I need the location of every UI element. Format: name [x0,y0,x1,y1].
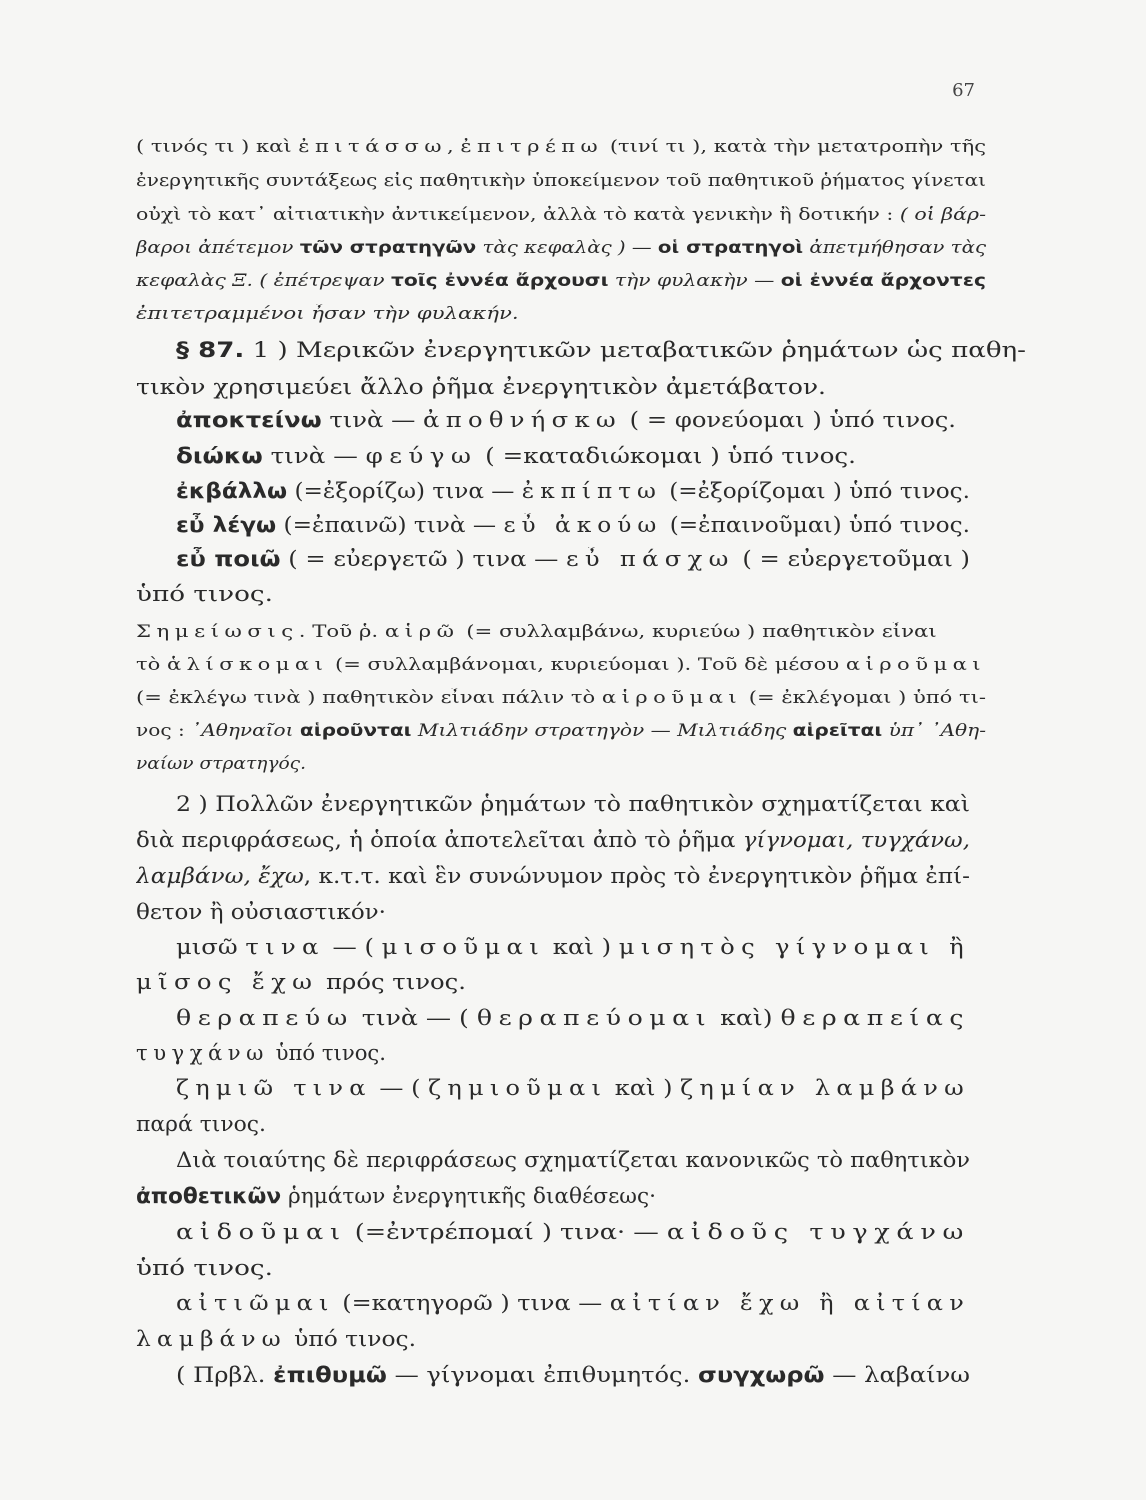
text-segment: τῶν στρατηγῶν [299,238,477,258]
text-segment: ὑπ᾽ ᾽Αθη- [882,721,986,741]
text-line [176,935,970,959]
text-line [176,792,970,816]
text-line [176,1148,970,1172]
text-segment: αἱροῦμαι [845,655,986,675]
text-segment: ᾽Αθηναῖοι [191,721,300,741]
text-line [136,688,986,708]
text-segment: ναίων στρατηγός. [136,754,306,774]
text-segment: ἐνεργητικῆς συντάξεως εἰς παθητικὴν ὑποκείμενον τοῦ παθητικοῦ ῥήματος γίνεται [136,171,986,191]
text-segment: ῥημάτων ἐνεργητικῆς διαθέσεως· [281,1184,656,1208]
text-segment: οἱ στρατηγοὶ [657,238,804,258]
text-segment: ἀποθετικῶν [136,1184,282,1208]
text-segment: οἱ ἐννέα ἄρχοντες [780,271,986,291]
text-line [136,238,986,258]
text-segment: — ( [324,935,382,959]
text-segment: λαμβάνω, ἔχω [136,864,304,888]
text-segment: (= ἐκλέγω τινὰ ) παθητικὸν εἶναι πάλιν τὸ [136,688,602,708]
text-segment: (=ἐπαινῶ) τινὰ — [276,513,504,537]
text-segment: , [446,137,461,157]
text-segment: , κ.τ.τ. καὶ ἓν συνώνυμον πρὸς τὸ ἐνεργητικὸν ῥῆμα ἐπί- [303,864,970,888]
text-line [176,1291,970,1315]
text-segment: ὑπό τινος. [268,1041,386,1065]
text-segment: ἐκπίπτω [521,479,662,503]
text-line [136,375,826,399]
text-segment: ζημίαν λαμβάνω [680,1076,970,1100]
text-line [136,271,986,291]
text-line [176,1220,970,1244]
text-line [176,479,970,503]
text-segment: οὐχὶ τὸ κατ᾽ αἰτιατικὴν ἀντικείμενον, ἀλλὰ τὸ κατὰ γενικὴν ἢ δοτικήν : [136,205,900,225]
text-segment: ( τινός τι ) καὶ [136,137,299,157]
text-segment: θετον ἢ οὐσιαστικόν· [136,900,386,924]
text-line [136,655,986,675]
text-segment: (=ἐξορίζω) τινα — [287,479,522,503]
text-line [136,205,986,225]
text-segment: ζημιοῦμαι [428,1076,608,1100]
text-segment: αἱρῶ [384,622,460,642]
text-segment: αἰτιῶμαι [176,1291,335,1315]
text-segment: εὖ ποιῶ [176,547,281,571]
text-segment: διὰ περιφράσεως, ἡ ὁποία ἀποτελεῖται ἀπὸ τὸ ῥῆμα [136,828,743,852]
text-line [176,1363,970,1387]
text-segment: μισοῦμαι [381,935,546,959]
text-segment: ὑπό τινος. [136,1256,273,1280]
text-segment: τινα [245,935,325,959]
text-segment: ( = φονεύομαι ) ὑπό τινος. [621,408,956,432]
text-segment: θεραπείας [780,1006,970,1030]
text-segment: τικὸν χρησιμεύει ἄλλο ῥῆμα ἐνεργητικὸν ἀμετάβατον. [136,375,826,399]
text-segment: διώκω [176,444,263,468]
text-segment: αἰδοῦς τυγχάνω [666,1220,970,1244]
text-segment: αἱρεῖται [792,721,883,741]
text-segment: εὖ ἀκούω [503,513,663,537]
text-segment: Μιλτιάδην στρατηγὸν — Μιλτιάδης [411,721,793,741]
text-segment: μῖσος ἔχω [136,970,319,994]
text-segment: ἁλίσκομαι [166,655,329,675]
text-segment: ( =καταδιώκομαι ) ὑπό τινος. [477,444,856,468]
text-segment: λαμβάνω [136,1327,287,1351]
text-segment: ζημιῶ τινα [176,1076,372,1100]
text-line [176,408,956,432]
text-segment: ἐπιτρέπω [460,137,604,157]
text-line [136,1327,416,1351]
text-segment: τινὰ — [262,444,366,468]
text-line [136,1112,266,1136]
text-segment: ἐκβάλλω [176,479,288,503]
text-segment: τινὰ — [321,408,424,432]
text-segment: τοῖς ἐννέα ἄρχουσι [390,271,609,291]
text-segment: τινὰ — ( [353,1006,477,1030]
text-segment: — γίγνομαι ἐπιθυμητός. [386,1363,698,1387]
text-line [136,721,986,741]
text-line [136,754,306,774]
text-segment: Σημείωσις [136,622,299,642]
text-segment: ὑπό τινος. [286,1327,416,1351]
text-line [176,338,1026,362]
text-segment: γίγνομαι, τυγχάνω, [742,828,970,852]
text-segment: — λαβαίνω [824,1363,970,1387]
text-line [136,582,276,606]
text-segment: (= ἐκλέγομαι ) ὑπό τι- [742,688,986,708]
text-segment: βαροι ἀπέτεμον [136,238,300,258]
text-segment: ἀποκτείνω [176,408,322,432]
text-segment: κεφαλὰς Ξ. ( ἐπέτρεψαν [136,271,391,291]
text-segment: (= συλλαμβάνω, κυριεύω ) παθητικὸν εἶναι [459,622,937,642]
text-segment: αἰδοῦμαι [176,1220,347,1244]
text-line [136,1041,386,1065]
text-segment: φεύγω [365,444,478,468]
text-segment: ὑπό τινος. [136,582,273,606]
text-segment: ἐπιθυμῶ [273,1363,387,1387]
text-line [136,622,986,642]
text-segment: (τινί τι ), κατὰ τὴν μετατροπὴν τῆς [603,137,986,157]
text-line [136,864,970,888]
text-segment: 1 ) Μερικῶν ἐνεργητικῶν μεταβατικῶν ῥημάτων ὡς παθη- [244,338,1026,362]
text-line [136,304,536,324]
text-segment: — ( [371,1076,429,1100]
text-segment: § 87. [176,338,245,362]
text-segment: (=ἐντρέπομαί ) τινα· — [346,1220,667,1244]
text-segment: τὸ [136,655,167,675]
text-segment: παρά τινος. [136,1112,266,1136]
text-segment: ( = εὐεργετῶ ) τινα — [280,547,567,571]
text-segment: αἱροῦνται [299,721,412,741]
text-segment: ἀπετμήθησαν τὰς [803,238,986,258]
text-segment: τυγχάνω [136,1041,269,1065]
text-segment: ( = εὐεργετοῦμαι ) [734,547,970,571]
text-segment: τὴν φυλακὴν — [608,271,781,291]
text-segment: (=ἐπαινοῦμαι) ὑπό τινος. [662,513,970,537]
text-line [136,1184,656,1208]
text-segment: (=κατηγορῶ ) τινα — [334,1291,610,1315]
text-line [176,547,970,571]
text-segment: εὖ πάσχω [566,547,735,571]
text-segment: θεραπεύομαι [476,1006,713,1030]
text-line [136,900,386,924]
text-segment: Διὰ τοιαύτης δὲ περιφράσεως σχηματίζεται κανονικῶς τὸ παθητικὸν [176,1148,970,1172]
text-segment: μισητὸς γίγνομαι ἢ [618,935,970,959]
text-segment: . Τοῦ ῥ. [298,622,385,642]
text-segment: καὶ ) [607,1076,681,1100]
text-line [136,1256,276,1280]
text-line [176,444,856,468]
text-segment: ἀποθνήσκω [423,408,622,432]
text-segment: πρός τινος. [318,970,466,994]
text-segment: ( οἱ βάρ- [899,205,986,225]
text-segment: εὖ λέγω [176,513,277,537]
text-line [136,171,986,191]
text-segment: ἐπιτετραμμένοι ἦσαν τὴν φυλακήν. [136,304,519,324]
text-line [136,828,970,852]
text-segment: νος : [136,721,192,741]
text-segment: καὶ) [712,1006,781,1030]
text-segment: (= συλλαμβάνομαι, κυριεύομαι ). Τοῦ δὲ μέσου [328,655,846,675]
text-segment: ( Πρβλ. [176,1363,274,1387]
text-segment: συγχωρῶ [697,1363,825,1387]
text-line [176,1076,970,1100]
text-segment: θεραπεύω [176,1006,354,1030]
text-segment: τὰς κεφαλὰς ) — [476,238,658,258]
text-line [136,970,466,994]
text-segment: 2 ) Πολλῶν ἐνεργητικῶν ῥημάτων τὸ παθητικὸν σχηματίζεται καὶ [176,792,970,816]
text-segment: μισῶ [176,935,246,959]
text-segment: καὶ ) [545,935,619,959]
text-segment: αἰτίαν ἔχω ἢ αἰτίαν [609,1291,970,1315]
page-number: 67 [952,80,975,101]
text-segment: (=ἐξορίζομαι ) ὑπό τινος. [661,479,970,503]
text-segment: αἱροῦμαι [601,688,743,708]
text-line [176,513,970,537]
text-segment: ἐπιτάσσω [298,137,447,157]
text-line [136,137,986,157]
text-line [176,1006,970,1030]
